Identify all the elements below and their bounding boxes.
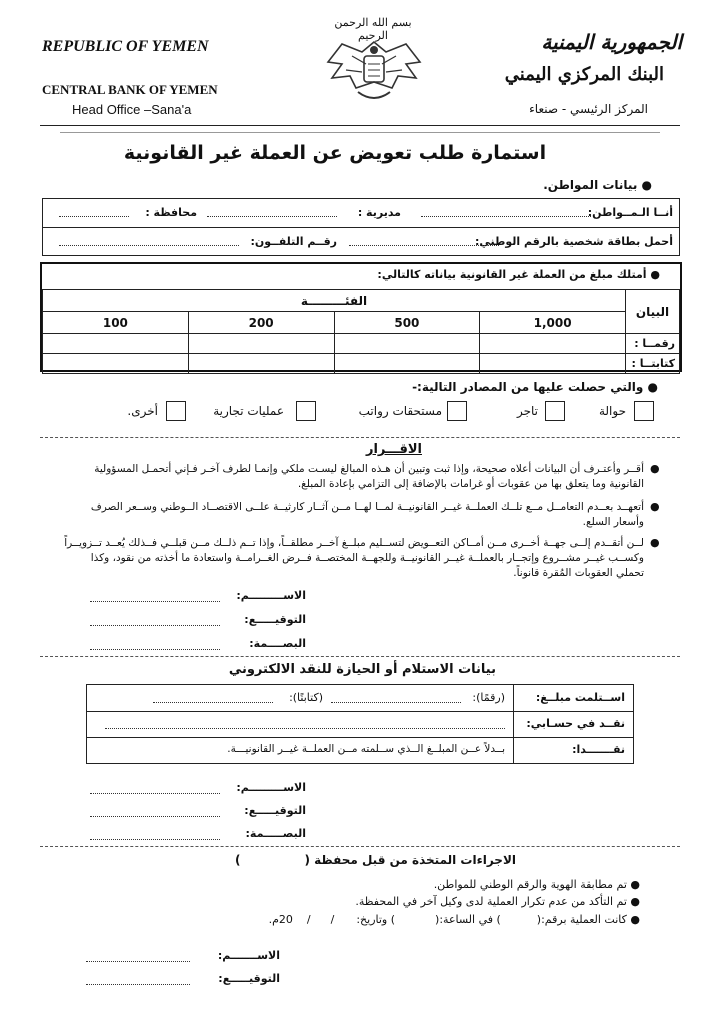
category-header: الفئـــــــــة — [43, 290, 626, 312]
declaration-text-1: أقــر وأعتـرف أن البيانات أعلاه صحيحة، وإذا ثبت وتبين أن هـذه المبالغ ليسـت ملكي وإنمـا لطرف آخـر فـإني أتحمـل المسؤولية القانونية وما يتعلق بها من عقوبات أو غرامات بالإضافة إلى التزامي بإعادة المبلغ. — [94, 463, 644, 490]
statement-header: البيان — [626, 290, 680, 334]
bullet-icon: ● — [650, 462, 660, 475]
source-checkbox-transfer[interactable] — [634, 401, 654, 421]
bullet-icon: ● — [626, 878, 640, 891]
receipt-sign-label: التوقيـــــع: — [244, 804, 306, 817]
sources-heading-text: والتي حصلت عليها من المصادر التالية:- — [412, 380, 644, 394]
source-label-transfer: حوالة — [598, 404, 626, 418]
bullet-icon: ● — [650, 500, 660, 513]
receipt-name-label: الاســـــــــم: — [236, 781, 306, 794]
declaration-heading: الاقـــرار — [365, 442, 422, 457]
numbers-200-cell[interactable] — [188, 334, 334, 354]
source-label-merchant: تاجر — [516, 404, 538, 418]
op-number-label: كانت العملية برقم:( — [536, 913, 627, 926]
source-label-other: أخرى. — [127, 404, 158, 418]
citizen-box-divider — [43, 227, 679, 228]
row-numbers-label: رقمــا : — [626, 334, 680, 354]
decl-print-label: البصــــمة: — [249, 637, 306, 650]
bullet-icon: ● — [626, 895, 640, 908]
numbers-1000-cell[interactable] — [480, 334, 626, 354]
source-label-commercial: عمليات تجارية — [213, 404, 284, 418]
title-rule — [60, 132, 660, 133]
name-field[interactable] — [421, 207, 591, 217]
ar-republic: الجمهورية اليمنية — [541, 30, 682, 54]
denom-200: 200 — [188, 312, 334, 334]
amount-intro-text: أمتلك مبلغ من العملة غير القانونية بياناته كالتالي: — [377, 268, 647, 281]
words-500-cell[interactable] — [334, 354, 480, 374]
proc-name-label: الاســـــــم: — [217, 949, 280, 962]
ar-head-office: المركز الرئيسي - صنعاء — [529, 102, 648, 116]
declaration-text-3: لــن أتقــدم إلــى جهــة أخــرى مــن أمــاكن التعــويض لتســليم مبلــغ آخــر مطلقــاً، وإذا تــم ذلــك مــن قبلــي فــذلك يُعــد تــزويــراً وكســب غيــر مشــروع وإتجــار بالعملــة غيــر القانونيــة وللجهــة المختصــة فــرض الغــرامــة واستعادة ما أخذته من نقود، وكذا تحملي العقوبات المُقرة قانوناً. — [64, 537, 644, 579]
decl-sign-field[interactable] — [90, 616, 220, 626]
proc-name-field[interactable] — [86, 952, 190, 962]
citizen-heading — [543, 178, 652, 192]
procedures-heading-text: الاجراءات المتخذة من قبل محفظة ( — [304, 853, 516, 867]
received-words-label: (كتابتًا): — [289, 691, 323, 704]
account-label: نقــد في حسـابي: — [526, 717, 625, 730]
procedure-text-2: تم التأكد من عدم تكرار العملية لدى وكيل آخر في المحفظة. — [355, 895, 627, 908]
words-100-cell[interactable] — [43, 354, 189, 374]
source-checkbox-other[interactable] — [166, 401, 186, 421]
received-numbers-label: (رقمًا): — [472, 691, 505, 704]
en-central-bank: CENTRAL BANK OF YEMEN — [42, 82, 218, 97]
district-field[interactable] — [207, 207, 337, 217]
source-checkbox-salary[interactable] — [447, 401, 467, 421]
decl-sign-label: التوقيـــــع: — [244, 613, 306, 626]
op-time-label: ) في الساعة:( — [435, 913, 501, 926]
section-divider — [40, 656, 680, 657]
section-divider — [40, 437, 680, 438]
received-words-field[interactable] — [153, 693, 273, 703]
receipt-row-divider — [87, 737, 633, 738]
denom-1000: 1,000 — [480, 312, 626, 334]
receipt-box — [86, 684, 634, 764]
citizen-box — [42, 198, 680, 256]
en-republic: REPUBLIC OF YEMEN — [42, 38, 209, 55]
receipt-name-field[interactable] — [90, 784, 220, 794]
receipt-label-divider — [513, 685, 514, 763]
decl-name-label: الاســـــــــم: — [236, 589, 306, 602]
proc-sign-field[interactable] — [86, 975, 190, 985]
procedure-item-3 — [269, 913, 640, 926]
receipt-row-divider — [87, 711, 633, 712]
national-id-field[interactable] — [349, 236, 499, 246]
op-date-label: ) وتاريخ: — [356, 913, 396, 926]
row-words-label: كتابتــا : — [626, 354, 680, 374]
procedure-item-2 — [355, 895, 640, 908]
received-label: اســتلمت مبلــغ: — [535, 691, 625, 704]
decl-name-field[interactable] — [90, 592, 220, 602]
numbers-500-cell[interactable] — [334, 334, 480, 354]
date-sep-2: / — [306, 913, 311, 926]
receipt-sign-field[interactable] — [90, 807, 220, 817]
source-checkbox-merchant[interactable] — [545, 401, 565, 421]
bullet-icon: ● — [626, 913, 640, 926]
header-divider — [40, 125, 680, 126]
national-id-label: أحمل بطاقة شخصية بالرقم الوطني: — [474, 235, 673, 248]
amount-intro — [377, 268, 660, 281]
declaration-text-2: أتعهــد بعــدم التعامــل مــع تلــك العملــة غيــر القانونيــة لمــا لهــا مــن آثــار كارثيــة علــى الاقتصــاد الــوطني وســعر الصرف وأسعار السلع. — [90, 501, 644, 528]
basmala: بسم الله الرحمن الرحيم — [334, 16, 412, 42]
name-label: أنــا الـمــواطن: — [587, 206, 673, 219]
receipt-print-field[interactable] — [90, 830, 220, 840]
form-title: استمارة طلب تعويض عن العملة غير القانونية — [123, 142, 547, 164]
district-label: مديرية : — [357, 206, 401, 219]
declaration-item-3 — [60, 536, 644, 581]
en-head-office: Head Office –Sana'a — [72, 102, 192, 117]
bullet-icon: ● — [643, 380, 658, 394]
bullet-icon: ● — [650, 536, 660, 549]
cash-text: بــدلاً عــن المبلــغ الــذي ســلمته مــن العملــة غيــر القانونيـــة. — [227, 743, 505, 755]
procedure-item-1 — [434, 878, 640, 891]
ar-central-bank: البنك المركزي اليمني — [504, 64, 664, 85]
procedures-heading-close: ) — [234, 853, 241, 867]
receipt-heading: بيانات الاستلام أو الحيازة للنقد الالكتروني — [228, 662, 496, 677]
words-1000-cell[interactable] — [480, 354, 626, 374]
proc-sign-label: التوقيـــــع: — [218, 972, 280, 985]
decl-print-field[interactable] — [90, 640, 220, 650]
receipt-print-label: البصـــــمة: — [245, 827, 306, 840]
governorate-field[interactable] — [59, 207, 129, 217]
yemen-emblem-icon — [322, 34, 426, 106]
received-numbers-field[interactable] — [331, 693, 461, 703]
words-200-cell[interactable] — [188, 354, 334, 374]
governorate-label: محافظة : — [145, 206, 197, 219]
amount-table — [42, 289, 680, 374]
section-divider — [40, 846, 680, 847]
date-year: 20م. — [268, 913, 293, 926]
declaration-item-1 — [60, 462, 644, 492]
account-field[interactable] — [105, 719, 505, 729]
numbers-100-cell[interactable] — [43, 334, 189, 354]
denom-100: 100 — [43, 312, 189, 334]
procedure-text-1: تم مطابقة الهوية والرقم الوطني للمواطن. — [433, 878, 627, 891]
source-checkbox-commercial[interactable] — [296, 401, 316, 421]
bullet-icon: ● — [637, 178, 652, 192]
phone-field[interactable] — [59, 236, 239, 246]
citizen-heading-text: بيانات المواطن. — [543, 178, 638, 192]
date-sep-1: / — [330, 913, 335, 926]
sources-heading — [412, 380, 658, 394]
phone-label: رقــم التلفــون: — [250, 235, 337, 248]
declaration-item-2 — [60, 500, 644, 530]
bullet-icon: ● — [646, 268, 660, 281]
denom-500: 500 — [334, 312, 480, 334]
cash-label: نقـــــــدا: — [572, 743, 625, 756]
procedures-heading — [235, 853, 516, 867]
source-label-salary: مستحقات رواتب — [358, 404, 442, 418]
